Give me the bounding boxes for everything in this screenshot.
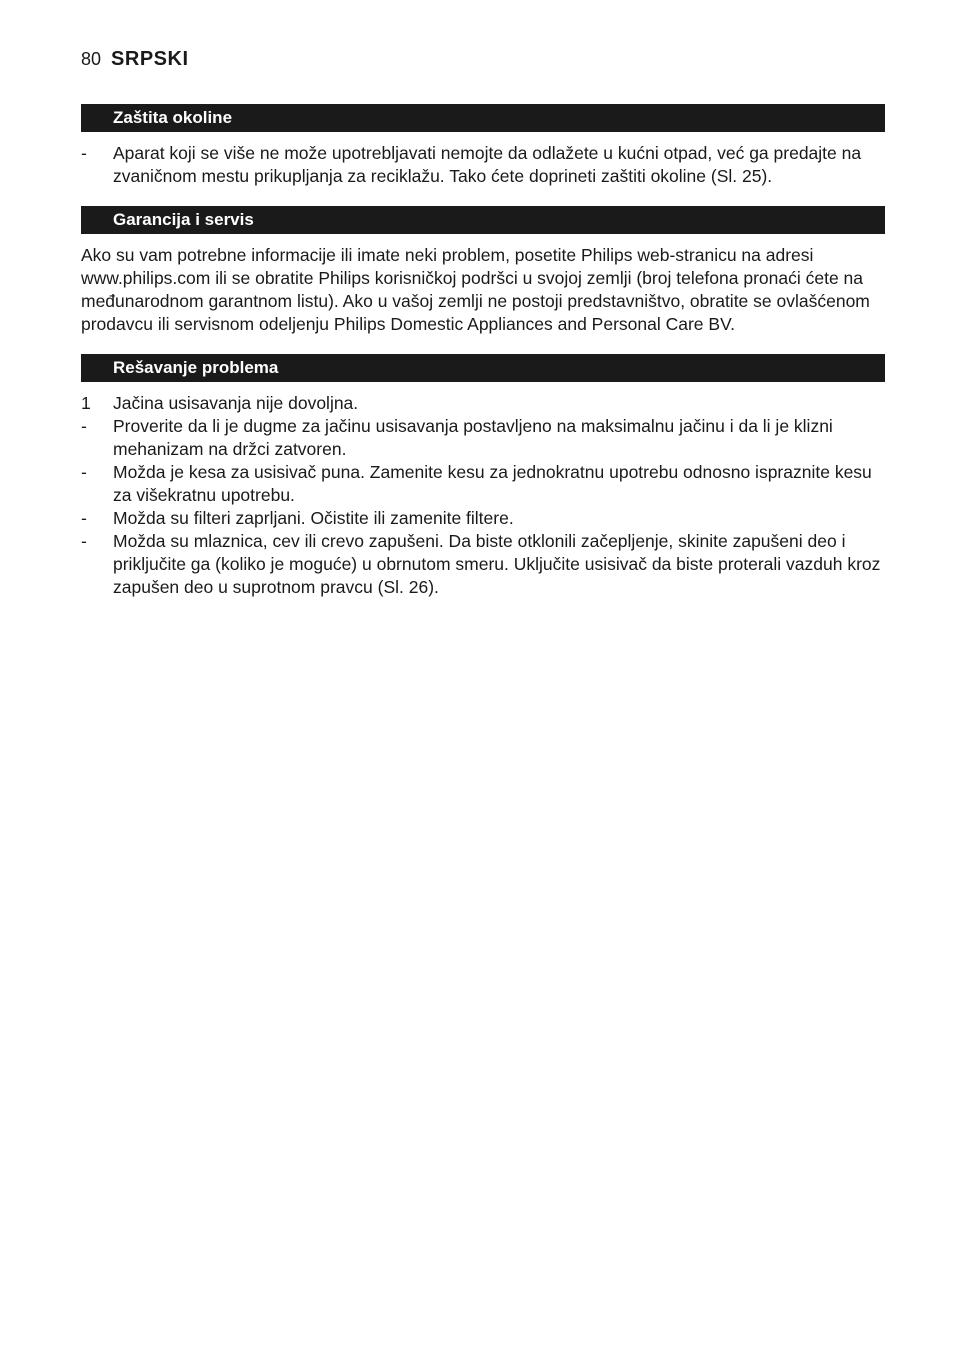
section-heading-environment: Zaštita okoline [81, 104, 885, 132]
section-body-environment [81, 142, 881, 188]
list-text: Možda su filteri zaprljani. Očistite ili zamenite filtere. [113, 508, 514, 528]
warranty-text-before: Ako su vam potrebne informacije ili imate neki problem, posetite Philips web-stranicu na adresi [81, 245, 814, 265]
list-marker: - [81, 531, 87, 551]
warranty-text-after: ili se obratite Philips korisničkoj podršci u svojoj zemlji (broj telefona pronaći ćete na međunarodnom garantnom listu). Ako u vašoj zemlji ne postoji predstavništvo, obratite se ovlašćenom prodavcu ili servisnom odeljenju Philips Domestic Appliances and Personal Care BV. [81, 268, 870, 334]
page-number: 80 [81, 49, 102, 69]
section-body-warranty [81, 244, 881, 336]
list-item [81, 415, 881, 461]
list-text: Jačina usisavanja nije dovoljna. [113, 393, 359, 413]
list-item [81, 392, 881, 415]
list-text: Možda su mlaznica, cev ili crevo zapušeni. Da biste otklonili začepljenje, skinite zapušeni deo i priključite ga (koliko je moguće) u obrnutom smeru. Uključite usisivač da biste proterali vazduh kroz zapušen deo u suprotnom pravcu (Sl. 26). [113, 531, 881, 597]
philips-website-link[interactable]: www.philips.com [81, 268, 211, 288]
warranty-paragraph [81, 244, 881, 336]
list-item [81, 530, 881, 599]
list-text: Proverite da li je dugme za jačinu usisavanja postavljeno na maksimalnu jačinu i da li je klizni mehanizam na držci zatvoren. [113, 416, 833, 459]
list-item [81, 507, 881, 530]
section-body-troubleshooting [81, 392, 881, 599]
list-marker: - [81, 416, 87, 436]
list-marker: - [81, 462, 87, 482]
list-marker: - [81, 143, 87, 163]
list-item [81, 461, 881, 507]
list-item [81, 142, 881, 188]
list-text: Možda je kesa za usisivač puna. Zamenite kesu za jednokratnu upotrebu odnosno ispraznite kesu za višekratnu upotrebu. [113, 462, 872, 505]
list-marker: - [81, 508, 87, 528]
list-marker: 1 [81, 393, 91, 413]
section-heading-troubleshooting: Rešavanje problema [81, 354, 885, 382]
language-title: SRPSKI [111, 48, 189, 70]
section-heading-warranty: Garancija i servis [81, 206, 885, 234]
list-text: Aparat koji se više ne može upotrebljavati nemojte da odlažete u kućni otpad, već ga predajte na zvaničnom mestu prikupljanja za reciklažu. Tako ćete doprineti zaštiti okoline (Sl. 25). [113, 143, 862, 186]
page-header [81, 48, 189, 71]
